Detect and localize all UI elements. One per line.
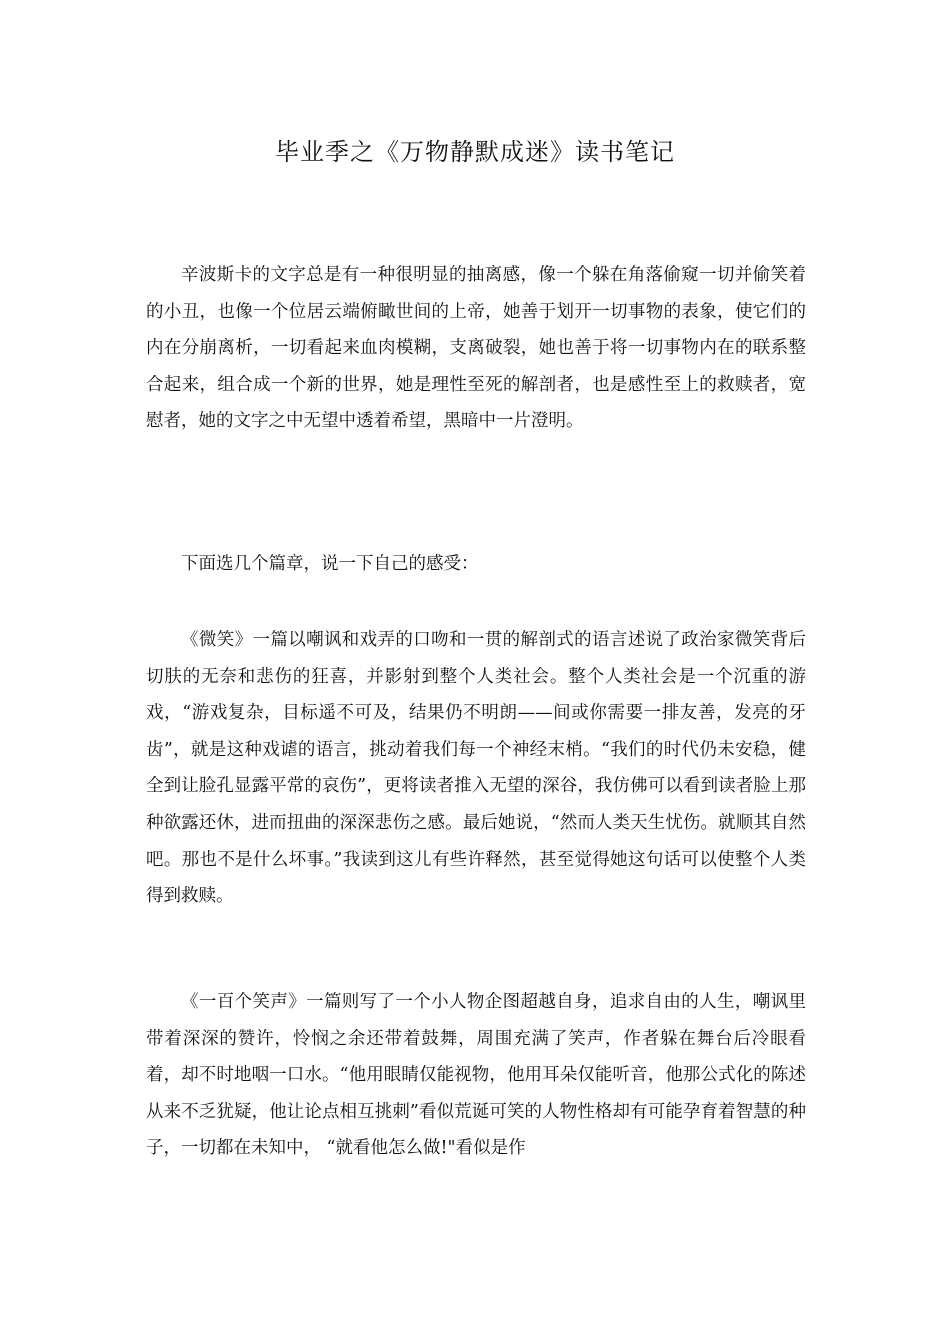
paragraph-smile: 《微笑》一篇以嘲讽和戏弄的口吻和一贯的解剖式的语言述说了政治家微笑背后切肤的无奈和悲伤的狂喜，并影射到整个人类社会。整个人类社会是一个沉重的游戏，“游戏复杂，目标遥不可及，结果仍不明朗——间或你需要一排友善，发亮的牙齿”，就是这种戏谑的语言，挑动着我们每一个神经末梢。“我们的时代仍未安稳，健全到让脸孔显露平常的哀伤”，更将读者推入无望的深谷，我仿佛可以看到读者脸上那种欲露还休，进而扭曲的深深悲伤之感。最后她说，“然而人类天生忧伤。就顺其自然吧。那也不是什么坏事。”我读到这儿有些许释然，甚至觉得她这句话可以使整个人类得到救赎。 — [146, 630, 806, 907]
paragraph-lead-in: 下面选几个篇章，说一下自己的感受： — [181, 554, 479, 574]
document-title: 毕业季之《万物静默成迷》读书笔记 — [275, 138, 675, 166]
paragraph-intro: 辛波斯卡的文字总是有一种很明显的抽离感，像一个躲在角落偷窥一切并偷笑着的小丑，也像一个位居云端俯瞰世间的上帝，她善于划开一切事物的表象，使它们的内在分崩离析，一切看起来血肉模糊，支离破裂，她也善于将一切事物内在的联系整合起来，组合成一个新的世界，她是理性至死的解剖者，也是感性至上的救赎者，宽慰者，她的文字之中无望中透着希望，黑暗中一片澄明。 — [146, 265, 806, 432]
paragraph-hundred-laughs: 《一百个笑声》一篇则写了一个小人物企图超越自身，追求自由的人生，嘲讽里带着深深的赞许，怜悯之余还带着鼓舞，周围充满了笑声，作者躲在舞台后冷眼看着，却不时地咽一口水。“他用眼睛仅能视物，他用耳朵仅能听音，他那公式化的陈述从来不乏犹疑，他让论点相互挑刺”看似荒诞可笑的人物性格却有可能孕育着智慧的种子，一切都在未知中， “就看他怎么做!"看似是作 — [146, 992, 806, 1159]
